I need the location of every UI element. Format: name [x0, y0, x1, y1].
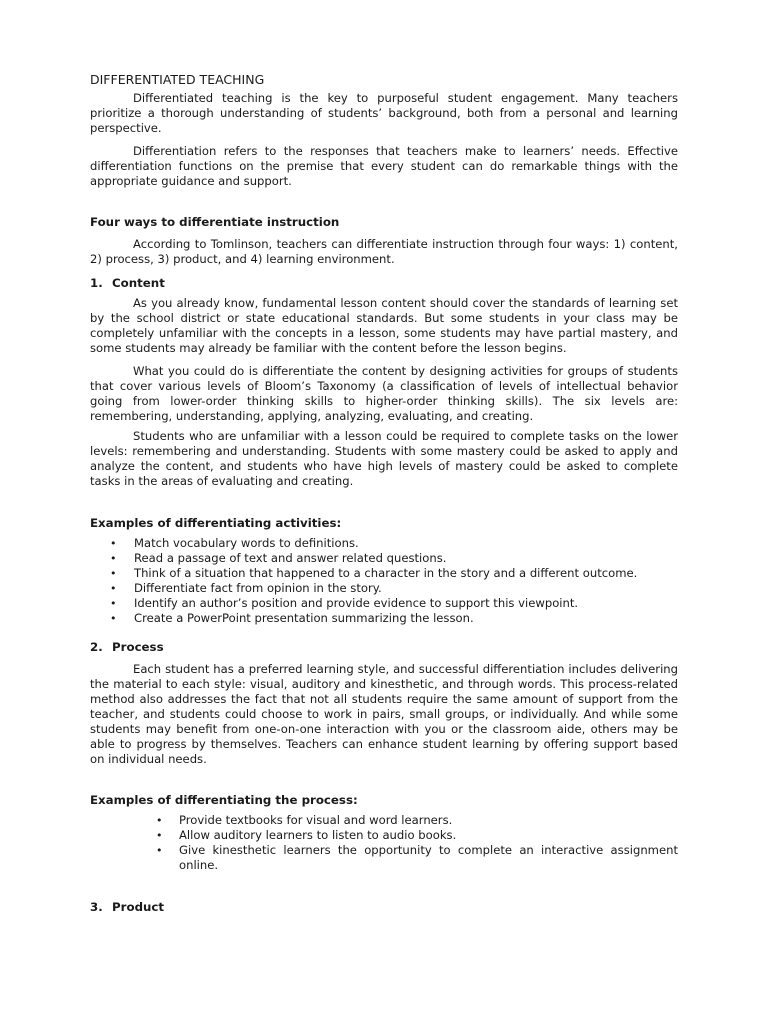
- document-title: DIFFERENTIATED TEACHING: [90, 72, 265, 87]
- bullet-icon: •: [156, 844, 163, 857]
- section-3-number: 3.: [90, 900, 103, 914]
- list-item: • Read a passage of text and answer related questions.: [110, 551, 447, 565]
- section-2-number: 2.: [90, 640, 103, 654]
- section-1-heading: [90, 276, 678, 291]
- intro-paragraph-1: Differentiated teaching is the key to purposeful student engagement. Many teachers prioritize a thorough understanding of students’ background, both from a personal and learning perspective.: [90, 91, 678, 135]
- list-item: • Identify an author’s position and provide evidence to support this viewpoint.: [110, 596, 579, 610]
- list-item: • Provide textbooks for visual and word learners.: [156, 813, 453, 827]
- bullet-icon: •: [156, 829, 163, 842]
- list-item: • Give kinesthetic learners the opportunity to complete an interactive assignment online.: [156, 843, 678, 872]
- list-item: • Differentiate fact from opinion in the story.: [110, 581, 382, 595]
- list-item: • Create a PowerPoint presentation summarizing the lesson.: [110, 611, 474, 625]
- activities-list: [90, 536, 678, 626]
- bullet-icon: •: [110, 582, 117, 595]
- section-3-title: Product: [112, 900, 165, 914]
- process-paragraph: Each student has a preferred learning style, and successful differentiation includes delivering the material to each style: visual, auditory and kinesthetic, and through words. This process-related method also addresses the fact that not all students require the same amount of support from the teacher, and students could choose to work in pairs, small groups, or individually. And while some students may benefit from one-on-one interaction with you or the classroom aide, others may be able to progress by themselves. Teachers can enhance student learning by offering support based on individual needs.: [90, 662, 678, 766]
- document-body: [90, 72, 678, 915]
- content-paragraph-2: What you could do is differentiate the content by designing activities for groups of students that cover various levels of Bloom’s Taxonomy (a classification of levels of intellectual behavior going from lower-order thinking skills to higher-order thinking skills). The six levels are: remembering, understanding, applying, analyzing, evaluating, and creating.: [90, 364, 678, 423]
- list-item: • Match vocabulary words to definitions.: [110, 536, 359, 550]
- section-2-heading: [90, 640, 678, 655]
- section-3-heading: [90, 900, 678, 915]
- bullet-icon: •: [110, 612, 117, 625]
- section-1-number: 1.: [90, 276, 103, 290]
- process-examples-heading: Examples of differentiating the process:: [90, 793, 358, 807]
- bullet-icon: •: [156, 814, 163, 827]
- bullet-icon: •: [110, 597, 117, 610]
- content-paragraph-1: As you already know, fundamental lesson content should cover the standards of learning set by the school district or state educational standards. But some students in your class may be completely unfamiliar with the concepts in a lesson, some students may have partial mastery, and some students may already be familiar with the content before the lesson begins.: [90, 296, 678, 355]
- content-paragraph-3: Students who are unfamiliar with a lesson could be required to complete tasks on the lower levels: remembering and understanding. Students with some mastery could be asked to apply and analyze the content, and students who have high levels of mastery could be asked to complete tasks in the areas of evaluating and creating.: [90, 429, 678, 488]
- bullet-icon: •: [110, 537, 117, 550]
- bullet-icon: •: [110, 552, 117, 565]
- list-item: • Allow auditory learners to listen to audio books.: [156, 828, 457, 842]
- bullet-icon: •: [110, 567, 117, 580]
- process-examples-list: [90, 813, 678, 873]
- section-1-title: Content: [112, 276, 165, 290]
- activities-heading: Examples of differentiating activities:: [90, 516, 342, 530]
- four-ways-heading: Four ways to differentiate instruction: [90, 215, 340, 229]
- section-2-title: Process: [112, 640, 164, 654]
- intro-paragraph-2: Differentiation refers to the responses that teachers make to learners’ needs. Effective differentiation functions on the premise that every student can do remarkable things with the appropriate guidance and support.: [90, 144, 678, 188]
- four-ways-paragraph: According to Tomlinson, teachers can differentiate instruction through four ways: 1) content, 2) process, 3) product, and 4) learning environment.: [90, 237, 678, 266]
- list-item: • Think of a situation that happened to a character in the story and a different outcome.: [110, 566, 638, 580]
